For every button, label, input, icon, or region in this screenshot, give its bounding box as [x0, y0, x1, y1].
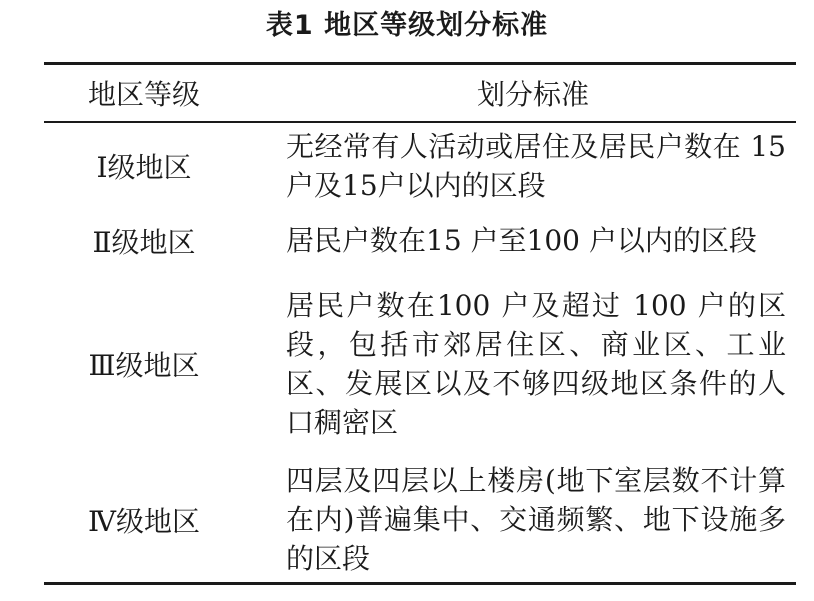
table-header-rule [44, 121, 796, 123]
table-caption: 表1 地区等级划分标准 [265, 10, 549, 41]
row-4-grade: Ⅳ级地区 [88, 504, 200, 538]
row-2-grade: Ⅱ级地区 [92, 225, 196, 259]
column-header-criteria: 划分标准 [476, 78, 589, 111]
row-3-grade: Ⅲ级地区 [88, 349, 200, 382]
row-1-criteria: 无经常有人活动或居住及居民户数在 15 户及15户以内的区段 [286, 130, 786, 202]
table-top-rule [44, 62, 796, 65]
column-header-grade: 地区等级 [87, 78, 200, 111]
row-4-criteria: 四层及四层以上楼房(地下室层数不计算在内)普遍集中、交通频繁、地下设施多的区段 [286, 464, 786, 575]
table-bottom-rule [44, 582, 796, 585]
row-3-criteria: 居民户数在100 户及超过 100 户的区段，包括市郊居住区、商业区、工业区、发展区以及不够四级地区条件的人口稠密区 [286, 289, 786, 439]
row-1-grade: Ⅰ级地区 [96, 151, 192, 184]
row-2-criteria: 居民户数在15 户至100 户以内的区段 [286, 224, 757, 257]
